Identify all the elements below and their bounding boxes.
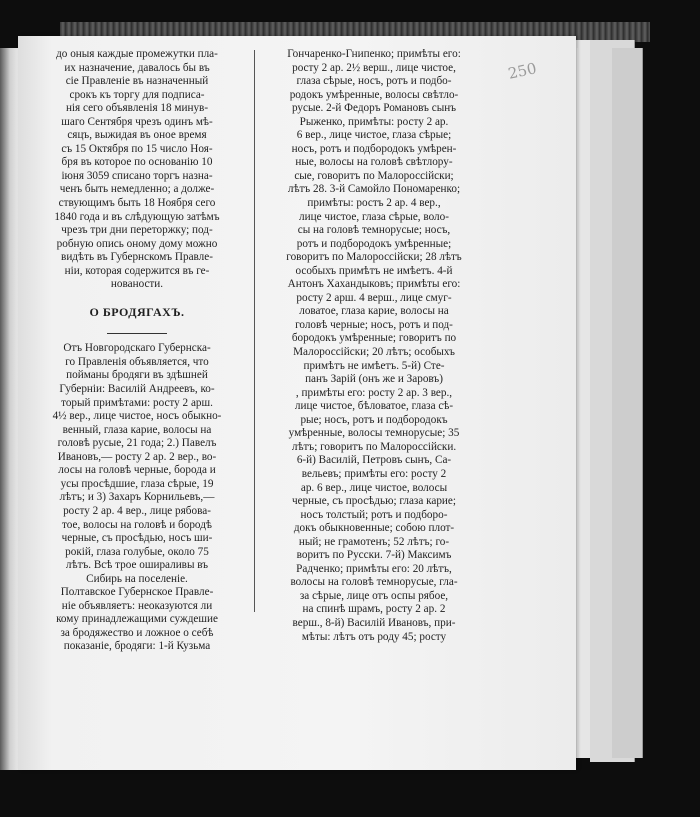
text-line: за бродяжество и ложное о себѣ — [60, 626, 214, 639]
text-line: робную опись оному дому можно — [56, 237, 218, 250]
right-column — [260, 48, 488, 644]
text-line: ствующимъ быть 18 Ноября сего — [58, 197, 216, 210]
left-column-top-text — [24, 48, 250, 292]
text-line: русые. 2-й Федоръ Романовъ сынъ — [291, 102, 456, 115]
text-line: Губерніи: Василій Андреевъ, ко- — [59, 383, 215, 396]
text-line: нованости. — [110, 278, 164, 291]
text-line: пойманы бродяги въ здѣшней — [66, 369, 208, 382]
text-line: 6 вер., лице чистое, глаза сѣрые; — [296, 129, 452, 142]
text-line: росту 2 арш. 4 верш., лице смуг- — [296, 291, 452, 304]
text-line: ніе объявляетъ: неоказуются ли — [61, 599, 213, 612]
text-line: примѣтъ не имѣетъ. 5-й) Сте- — [303, 359, 445, 372]
text-line: съ 15 Октября по 15 число Ноя- — [61, 142, 213, 155]
text-line: ловатое, глаза карие, волосы на — [299, 305, 449, 318]
text-line: лѣтъ. Всѣ трое ошираливы въ — [65, 559, 209, 572]
text-line: ротъ и подбородокъ умѣренные; — [296, 237, 452, 250]
text-line: кому принадлежащими суждешие — [56, 613, 218, 626]
text-line: ченъ быть немедленно; а долже- — [59, 183, 215, 196]
text-line: ный; не грамотенъ; 52 лѣтъ; го- — [298, 535, 450, 548]
text-line: Сибирь на поселеніе. — [86, 572, 188, 585]
text-line: сіе Правленіе въ назначенный — [65, 75, 209, 88]
text-line: рые; носъ, ротъ и подбородокъ — [300, 413, 448, 426]
text-line: за сѣрые, лице отъ оспы рябое, — [299, 589, 449, 602]
text-line: Отъ Новгородскаго Губернска- — [63, 342, 211, 355]
text-line: мѣты: лѣтъ отъ роду 45; росту — [301, 630, 447, 643]
text-line: черные, съ просѣдью; глаза карие; — [292, 495, 456, 508]
text-line: до оныя каждые промежутки пла- — [56, 48, 218, 60]
text-line: головѣ русые, 21 года; 2.) Павелъ — [57, 437, 217, 450]
text-line: росту 2 ар. 4 вер., лице рябова- — [63, 504, 211, 517]
text-line: срокъ къ торгу для подписа- — [69, 88, 205, 101]
text-line: Ивановъ,— росту 2 ар. 2 вер., во- — [57, 450, 217, 463]
text-line: лосы на головѣ черные, борода и — [58, 464, 216, 477]
text-line: носъ толстый; ротъ и подборо- — [300, 508, 448, 521]
right-column-text — [260, 48, 488, 644]
left-column — [24, 48, 250, 654]
text-line: Гончаренко-Гнипенко; примѣты его: — [287, 48, 461, 60]
text-line: тое, волосы на головѣ и бородѣ — [62, 518, 212, 531]
text-line: го Правленія объявляется, что — [65, 355, 209, 368]
text-line: сяцъ, выжидая въ оное время — [67, 129, 207, 142]
text-line: их назначение, давалось бы въ — [64, 61, 210, 74]
text-line: черные, съ просѣдью, носъ ши- — [61, 532, 213, 545]
column-divider — [254, 50, 255, 612]
text-line: вельевъ; примѣты его: росту 2 — [301, 467, 447, 480]
text-line: бородокъ умѣренные; говоритъ по — [291, 332, 457, 345]
text-line: особыхъ примѣтъ не имѣетъ. 4-й — [295, 264, 453, 277]
text-line: на спинѣ шрамъ, росту 2 ар. 2 — [302, 603, 446, 616]
text-line: говоритъ по Малороссійски; 28 лѣтъ — [286, 251, 462, 264]
text-line: видѣть въ Губернскомъ Правле- — [61, 251, 213, 264]
text-line: бря въ которое по основанію 10 — [61, 156, 213, 169]
text-line: ніи, которая содержится въ ге- — [64, 264, 210, 277]
text-line: Полтавское Губернское Правле- — [60, 586, 214, 599]
text-line: умѣренные, волосы темнорусые; 35 — [288, 427, 460, 440]
text-line: лице чистое, глаза сѣрые, воло- — [299, 210, 449, 223]
underlying-page-3 — [612, 48, 643, 758]
text-line: глаза сѣрые, носъ, ротъ и подбо- — [296, 75, 452, 88]
text-line: лѣтъ 28. 3-й Самойло Пономаренко; — [287, 183, 461, 196]
text-line: ные, волосы на головѣ свѣтлору- — [295, 156, 453, 169]
text-line: венный, глаза карие, волосы на — [62, 423, 212, 436]
text-line: верш., 8-й) Василій Ивановъ, при- — [292, 616, 456, 629]
text-line: Радченко; примѣты его: 20 лѣтъ, — [296, 562, 452, 575]
text-line: рокій, глаза голубые, около 75 — [65, 545, 209, 558]
text-line: лице чистое, бѣловатое, глаза сѣ- — [294, 400, 454, 413]
text-line: сые, говоритъ по Малороссійски; — [294, 169, 454, 182]
text-line: лѣтъ; и 3) Захаръ Корнильевъ,— — [59, 491, 215, 504]
handwritten-page-number: 250 — [506, 59, 539, 83]
text-line: примѣты: ростъ 2 ар. 4 вер., — [307, 197, 441, 210]
text-line: шаго Сентября чрезъ одинъ мѣ- — [61, 115, 213, 128]
text-line: , примѣты его: росту 2 ар. 3 вер., — [295, 386, 453, 399]
previous-page-edge — [0, 48, 18, 770]
heading-rule — [107, 333, 167, 334]
text-line: Рыженко, примѣты: росту 2 ар. — [299, 115, 449, 128]
text-line: головѣ черные; носъ, ротъ и под- — [295, 318, 453, 331]
text-line: 4½ вер., лице чистое, носъ обыкно- — [52, 410, 222, 423]
text-line: родокъ умѣренные, волосы свѣтло- — [289, 88, 459, 101]
text-line: Малороссійски; 20 лѣтъ; особыхъ — [293, 346, 455, 359]
text-line: чрезъ три дни переторжку; под- — [61, 224, 213, 237]
section-heading: О БРОДЯГАХЪ. — [89, 304, 185, 319]
text-line: нія сего объявленія 18 минув- — [65, 102, 209, 115]
text-line: воритъ по Русски. 7-й) Максимъ — [296, 549, 452, 562]
text-line: торый примѣтами: росту 2 арш. — [61, 396, 213, 409]
document-page — [18, 36, 576, 770]
text-line: показаніе, бродяги: 1-й Кузьма — [63, 640, 211, 653]
text-line: Антонъ Хахандыковъ; примѣты его: — [287, 278, 461, 291]
text-line: 6-й) Василій, Петровъ сынъ, Са- — [296, 454, 452, 467]
text-line: лѣтъ; говоритъ по Малороссійски. — [291, 440, 457, 453]
left-column-bottom-text — [24, 342, 250, 654]
text-line: панъ Зарій (онъ же и Заровъ) — [305, 373, 443, 386]
text-line: сы на головѣ темнорусые; носъ, — [297, 224, 451, 237]
text-line: ар. 6 вер., лице чистое, волосы — [300, 481, 448, 494]
text-line: докъ обыкновенные; собою плот- — [293, 522, 455, 535]
text-line: носъ, ротъ и подбородокъ умѣрен- — [291, 142, 457, 155]
text-line: росту 2 ар. 2½ верш., лице чистое, — [292, 61, 456, 74]
text-line: 1840 года и въ слѣдующую затѣмъ — [54, 210, 220, 223]
text-line: волосы на головѣ темнорусые, гла- — [290, 576, 458, 589]
text-line: усы просѣдшие, глаза сѣрые, 19 — [60, 477, 214, 490]
text-line: іюня 3059 списано торгъ назна- — [61, 169, 213, 182]
